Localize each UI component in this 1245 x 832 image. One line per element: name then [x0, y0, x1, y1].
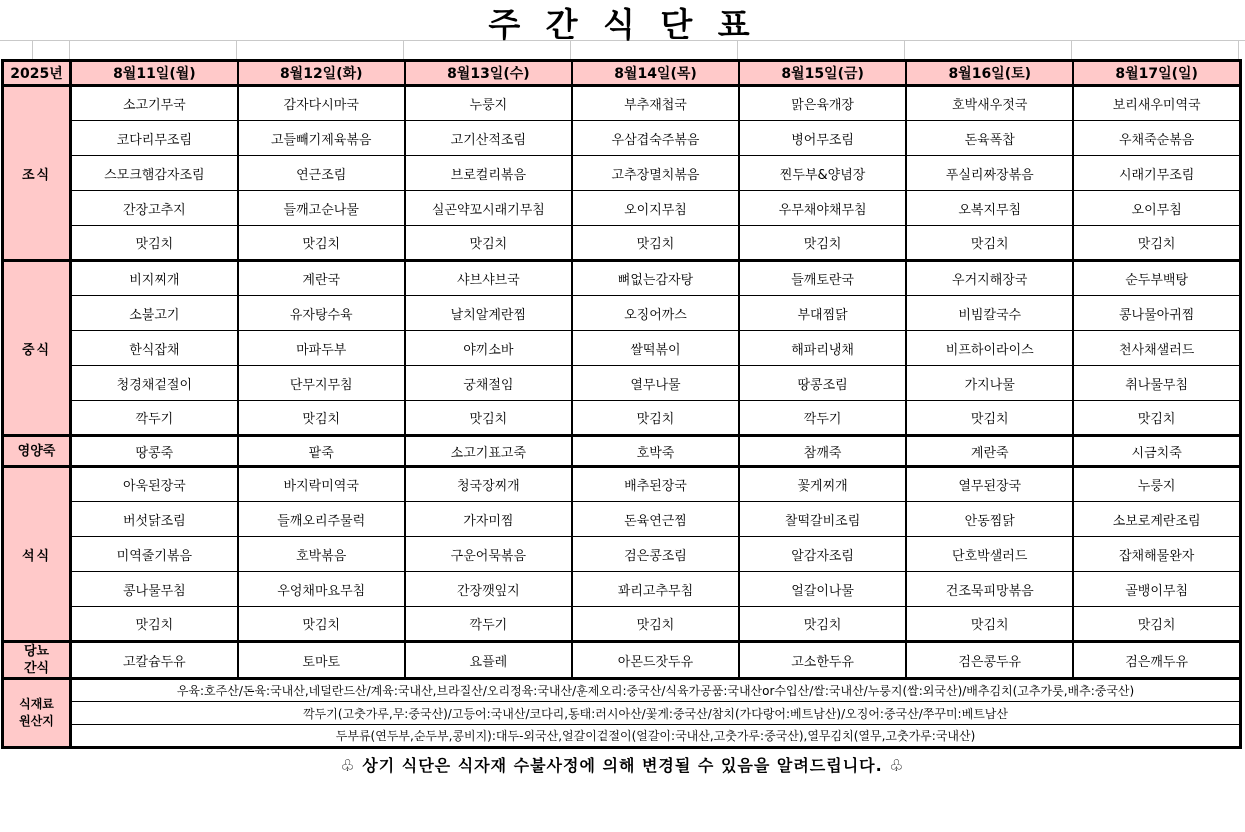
section-label-lunch: 중식: [3, 261, 71, 436]
menu-cell: 고칼슘두유: [71, 642, 238, 679]
menu-cell: 맛김치: [739, 607, 906, 642]
menu-cell: 열무된장국: [906, 467, 1073, 502]
menu-cell: 시금치죽: [1073, 436, 1240, 467]
menu-cell: 천사채샐러드: [1073, 331, 1240, 366]
menu-cell: 청경채겉절이: [71, 366, 238, 401]
menu-table-body: [3, 61, 1241, 748]
menu-cell: 콩나물무침: [71, 572, 238, 607]
menu-cell: 브로컬리볶음: [405, 156, 572, 191]
menu-cell: 간장깻잎지: [405, 572, 572, 607]
menu-cell: 안동찜닭: [906, 502, 1073, 537]
menu-cell: 깍두기: [71, 401, 238, 436]
menu-cell: 팥죽: [238, 436, 405, 467]
origin-line: 우육:호주산/돈육:국내산,네덜란드산/계육:국내산,브라질산/오리정육:국내산/훈제오리:중국산/식육가공품:국내산or수입산/쌀:국내산/누룽지(쌀:외국산)/배추김치(고추가룻,배추:중국산): [71, 679, 1241, 702]
menu-cell: 맛김치: [238, 401, 405, 436]
menu-cell: 맛김치: [238, 607, 405, 642]
day-header-1: 8월11일(월): [71, 61, 238, 86]
menu-cell: 맛김치: [572, 226, 739, 261]
menu-cell: 오징어까스: [572, 296, 739, 331]
menu-cell: 버섯닭조림: [71, 502, 238, 537]
menu-cell: 비지찌개: [71, 261, 238, 296]
menu-cell: 깍두기: [405, 607, 572, 642]
menu-cell: 건조묵피망볶음: [906, 572, 1073, 607]
menu-cell: 열무나물: [572, 366, 739, 401]
menu-cell: 우거지해장국: [906, 261, 1073, 296]
section-label-breakfast: 조식: [3, 86, 71, 261]
menu-cell: 배추된장국: [572, 467, 739, 502]
menu-cell: 맛김치: [906, 226, 1073, 261]
empty-grid-cell: [33, 41, 70, 59]
menu-cell: 들깨고순나물: [238, 191, 405, 226]
menu-cell: 뼈없는감자탕: [572, 261, 739, 296]
menu-cell: 얼갈이나물: [739, 572, 906, 607]
menu-cell: 돈육연근찜: [572, 502, 739, 537]
section-label-origin: 식재료 원산지: [3, 679, 71, 748]
menu-cell: 부대찜닭: [739, 296, 906, 331]
day-header-3: 8월13일(수): [405, 61, 572, 86]
section-label-dinner: 석식: [3, 467, 71, 642]
empty-grid-strip: [0, 40, 1245, 59]
menu-cell: 맛김치: [1073, 401, 1240, 436]
menu-cell: 오이무침: [1073, 191, 1240, 226]
menu-cell: 날치알계란찜: [405, 296, 572, 331]
origin-line: 깍두기(고춧가루,무:중국산)/고등어:국내산/코다리,동태:러시아산/꽃게:중국산/참치(가다랑어:베트남산)/오징어:중국산/쭈꾸미:베트남산: [71, 702, 1241, 725]
menu-cell: 맛김치: [906, 401, 1073, 436]
menu-cell: 맛김치: [71, 226, 238, 261]
menu-cell: 검은콩두유: [906, 642, 1073, 679]
menu-cell: 우삼겹숙주볶음: [572, 121, 739, 156]
menu-cell: 맛김치: [572, 401, 739, 436]
menu-cell: 해파리냉채: [739, 331, 906, 366]
menu-cell: 샤브샤브국: [405, 261, 572, 296]
menu-cell: 고소한두유: [739, 642, 906, 679]
menu-cell: 고기산적조림: [405, 121, 572, 156]
menu-cell: 잡채해물완자: [1073, 537, 1240, 572]
menu-cell: 돈육폭찹: [906, 121, 1073, 156]
menu-cell: 맑은육개장: [739, 86, 906, 121]
menu-cell: 미역줄기볶음: [71, 537, 238, 572]
menu-cell: 호박죽: [572, 436, 739, 467]
menu-cell: 검은콩조림: [572, 537, 739, 572]
menu-cell: 바지락미역국: [238, 467, 405, 502]
menu-cell: 병어무조림: [739, 121, 906, 156]
menu-cell: 계란죽: [906, 436, 1073, 467]
empty-grid-cell: [70, 41, 237, 59]
menu-cell: 우엉채마요무침: [238, 572, 405, 607]
menu-cell: 호박볶음: [238, 537, 405, 572]
meal-plan-table: [1, 59, 1242, 749]
menu-cell: 구운어묵볶음: [405, 537, 572, 572]
menu-cell: 푸실리짜장볶음: [906, 156, 1073, 191]
menu-cell: 땅콩죽: [71, 436, 238, 467]
menu-cell: 고추장멸치볶음: [572, 156, 739, 191]
menu-cell: 우무채야채무침: [739, 191, 906, 226]
menu-cell: 비빔칼국수: [906, 296, 1073, 331]
day-header-2: 8월12일(화): [238, 61, 405, 86]
empty-grid-cell: [905, 41, 1072, 59]
menu-cell: 쌀떡볶이: [572, 331, 739, 366]
menu-cell: 부추재첩국: [572, 86, 739, 121]
menu-cell: 궁채절임: [405, 366, 572, 401]
menu-cell: 들깨토란국: [739, 261, 906, 296]
menu-cell: 비프하이라이스: [906, 331, 1073, 366]
year-cell: 2025년: [3, 61, 71, 86]
menu-cell: 찐두부&양념장: [739, 156, 906, 191]
menu-cell: 맛김치: [739, 226, 906, 261]
menu-cell: 아몬드잣두유: [572, 642, 739, 679]
empty-grid-cell: [404, 41, 571, 59]
menu-cell: 호박새우젓국: [906, 86, 1073, 121]
menu-cell: 맛김치: [238, 226, 405, 261]
menu-cell: 가지나물: [906, 366, 1073, 401]
menu-cell: 단무지무침: [238, 366, 405, 401]
menu-cell: 맛김치: [1073, 607, 1240, 642]
menu-cell: 순두부백탕: [1073, 261, 1240, 296]
empty-grid-cell: [571, 41, 738, 59]
menu-cell: 오복지무침: [906, 191, 1073, 226]
empty-grid-cell: [1072, 41, 1239, 59]
day-header-6: 8월16일(토): [906, 61, 1073, 86]
menu-cell: 취나물무침: [1073, 366, 1240, 401]
menu-cell: 청국장찌개: [405, 467, 572, 502]
menu-cell: 소보로계란조림: [1073, 502, 1240, 537]
section-label-snack: 당뇨 간식: [3, 642, 71, 679]
section-label-porridge: 영양죽: [3, 436, 71, 467]
menu-cell: 소고기무국: [71, 86, 238, 121]
menu-cell: 참깨죽: [739, 436, 906, 467]
menu-cell: 들깨오리주물럭: [238, 502, 405, 537]
menu-cell: 계란국: [238, 261, 405, 296]
menu-cell: 가자미찜: [405, 502, 572, 537]
page-footer-notice: ♧ 상기 식단은 식자재 수불사정에 의해 변경될 수 있음을 알려드립니다. ♧: [340, 756, 905, 775]
menu-cell: 꽈리고추무침: [572, 572, 739, 607]
menu-cell: 골뱅이무침: [1073, 572, 1240, 607]
menu-cell: 연근조림: [238, 156, 405, 191]
menu-cell: 꽃게찌개: [739, 467, 906, 502]
menu-cell: 요플레: [405, 642, 572, 679]
menu-cell: 한식잡채: [71, 331, 238, 366]
day-header-7: 8월17일(일): [1073, 61, 1240, 86]
origin-line: 두부류(연두부,순두부,콩비지):대두-외국산,얼갈이겉절이(얼갈이:국내산,고춧가루:중국산),열무김치(열무,고춧가루:국내산): [71, 725, 1241, 748]
menu-cell: 누룽지: [405, 86, 572, 121]
menu-cell: 맛김치: [1073, 226, 1240, 261]
menu-cell: 보리새우미역국: [1073, 86, 1240, 121]
menu-cell: 맛김치: [906, 607, 1073, 642]
menu-cell: 감자다시마국: [238, 86, 405, 121]
empty-grid-cell: [0, 41, 33, 59]
menu-cell: 마파두부: [238, 331, 405, 366]
menu-cell: 실곤약꼬시래기무침: [405, 191, 572, 226]
menu-cell: 알감자조림: [739, 537, 906, 572]
page-title: 주 간 식 단 표: [488, 4, 757, 44]
menu-cell: 아욱된장국: [71, 467, 238, 502]
menu-cell: 고들빼기제육볶음: [238, 121, 405, 156]
menu-cell: 콩나물아귀찜: [1073, 296, 1240, 331]
day-header-5: 8월15일(금): [739, 61, 906, 86]
menu-cell: 맛김치: [405, 226, 572, 261]
day-header-4: 8월14일(목): [572, 61, 739, 86]
empty-grid-cell: [738, 41, 905, 59]
menu-cell: 우채죽순볶음: [1073, 121, 1240, 156]
menu-cell: 소불고기: [71, 296, 238, 331]
menu-cell: 토마토: [238, 642, 405, 679]
menu-cell: 깍두기: [739, 401, 906, 436]
menu-cell: 검은깨두유: [1073, 642, 1240, 679]
menu-cell: 맛김치: [71, 607, 238, 642]
menu-cell: 코다리무조림: [71, 121, 238, 156]
menu-cell: 간장고추지: [71, 191, 238, 226]
menu-cell: 야끼소바: [405, 331, 572, 366]
menu-cell: 누룽지: [1073, 467, 1240, 502]
menu-cell: 유자탕수육: [238, 296, 405, 331]
menu-cell: 땅콩조림: [739, 366, 906, 401]
menu-cell: 오이지무침: [572, 191, 739, 226]
menu-cell: 찰떡갈비조림: [739, 502, 906, 537]
menu-cell: 맛김치: [572, 607, 739, 642]
menu-cell: 소고기표고죽: [405, 436, 572, 467]
menu-cell: 시래기무조림: [1073, 156, 1240, 191]
menu-cell: 단호박샐러드: [906, 537, 1073, 572]
menu-cell: 맛김치: [405, 401, 572, 436]
menu-cell: 스모크햄감자조림: [71, 156, 238, 191]
empty-grid-cell: [237, 41, 404, 59]
